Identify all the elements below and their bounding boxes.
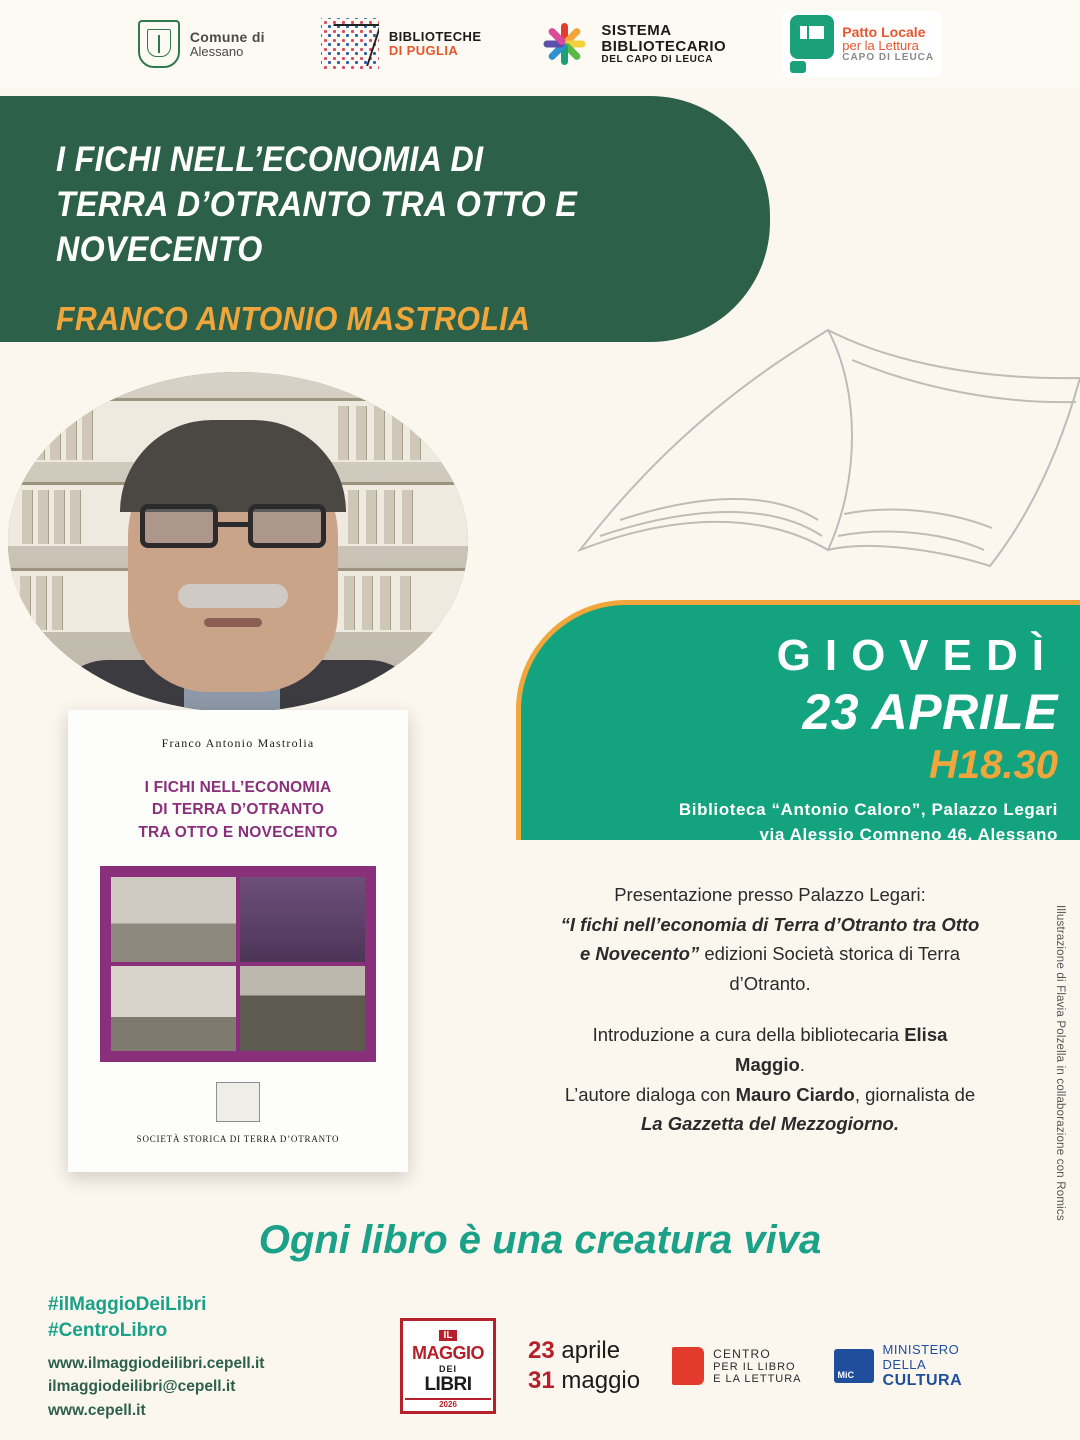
title-panel: [0, 96, 770, 342]
ministero-line1: MINISTERO: [882, 1342, 960, 1357]
biblioteche-label-line2: DI PUGLIA: [388, 43, 459, 58]
maggio-il: IL: [439, 1330, 458, 1341]
cover-title-line3: TRA OTTO E NOVECENTO: [138, 823, 338, 841]
event-date: 23 APRILE: [802, 684, 1058, 740]
cepell-line1: CENTRO: [713, 1347, 771, 1361]
maggio-word2: DEI: [438, 1364, 457, 1374]
presented-book-title: “I fichi nell’economia di Terra d’Otranto tra Otto e Novecento”: [560, 913, 980, 965]
open-book-line-art: [560, 300, 1080, 620]
event-venue-line1: Biblioteca “Antonio Caloro”, Palazzo Legari: [678, 800, 1058, 819]
cover-photo-2: [240, 877, 365, 962]
mouth: [204, 618, 262, 627]
introduction-label: Introduzione a cura della bibliotecaria: [592, 1024, 905, 1046]
presentation-intro: Presentazione presso Palazzo Legari:: [614, 884, 926, 905]
contact-links: [48, 1352, 264, 1422]
illustration-credit: Illustrazione di Flavia Polzella in collaborazione con Romics: [1054, 905, 1066, 1221]
speech-bubble-icon: [790, 61, 806, 73]
event-description: [560, 880, 980, 1139]
open-book-icon: [790, 15, 834, 59]
page-title-line2: TERRA D’OTRANTO TRA OTTO E NOVECENTO: [56, 184, 578, 269]
event-date-panel: [516, 600, 1080, 844]
glasses-icon: [140, 504, 326, 548]
hashtag-centro-libro: #CentroLibro: [48, 1319, 168, 1341]
campaign-dates: [528, 1336, 640, 1396]
cover-title-line1: I FICHI NELL’ECONOMIA: [144, 779, 332, 796]
date-from-day: 23: [528, 1337, 555, 1364]
color-burst-icon: [537, 19, 591, 69]
moderator-name: Mauro Ciardo: [735, 1083, 855, 1105]
campaign-slogan: Ogni libro è una creatura viva: [258, 1218, 822, 1262]
book-cover: [68, 710, 408, 1172]
newspaper-name: La Gazzetta del Mezzogiorno.: [641, 1113, 899, 1135]
logo-patto-locale: [782, 11, 942, 77]
page-title-line1: I FICHI NELL’ECONOMIA DI: [56, 140, 484, 179]
author-name: FRANCO ANTONIO MASTROLIA: [56, 300, 531, 338]
mic-badge-icon: [834, 1349, 874, 1383]
sistema-label-line2: BIBLIOTECARIO: [601, 37, 727, 55]
logo-comune-alessano: [138, 20, 265, 68]
biblioteche-label-line1: BIBLIOTECHE: [388, 29, 482, 45]
crest-icon: [138, 20, 180, 68]
footer-logo-row: [400, 1318, 962, 1414]
halftone-arrow-icon: [321, 18, 379, 70]
presented-book-publisher: edizioni Società storica di Terra d’Otranto.: [699, 943, 961, 994]
cover-title-line2: DI TERRA D’OTRANTO: [151, 801, 325, 819]
link-website-cepell[interactable]: www.cepell.it: [48, 1401, 146, 1419]
publisher-emblem-icon: [216, 1082, 260, 1122]
maggio-word1: MAGGIO: [412, 1343, 484, 1363]
cover-photo-4: [240, 966, 365, 1051]
partner-logo-bar: [0, 0, 1080, 88]
description-paragraph-2: [560, 1020, 980, 1138]
book-mark-icon: [672, 1347, 704, 1385]
date-to-month: maggio: [561, 1367, 641, 1394]
logo-cepell: [672, 1347, 801, 1385]
comune-label-line2: Alessano: [189, 43, 244, 59]
link-email-maggio[interactable]: ilmaggiodeilibri@cepell.it: [48, 1378, 236, 1396]
cover-publisher: SOCIETÀ STORICA DI TERRA D’OTRANTO: [136, 1134, 340, 1145]
cover-photo-3: [111, 966, 236, 1051]
dialogue-label: L’autore dialoga con: [564, 1083, 736, 1105]
journalist-label: , giornalista de: [854, 1083, 976, 1105]
description-paragraph-1: [560, 880, 980, 998]
patto-label-line3: CAPO DI LEUCA: [842, 51, 935, 63]
hashtags: [48, 1292, 206, 1343]
date-to-day: 31: [528, 1367, 555, 1394]
sistema-label-line3: DEL CAPO DI LEUCA: [601, 53, 714, 65]
date-from-month: aprile: [561, 1337, 621, 1364]
patto-label-line1: Patto Locale: [842, 23, 926, 40]
comune-label-line1: Comune di: [189, 28, 265, 45]
cepell-line2: PER IL LIBRO: [713, 1361, 796, 1373]
moustache: [178, 584, 288, 608]
librarian-name: Elisa Maggio: [735, 1024, 948, 1075]
cepell-line3: E LA LETTURA: [713, 1373, 802, 1385]
author-photo: [8, 372, 468, 712]
hashtag-maggio-dei-libri: #ilMaggioDeiLibri: [48, 1294, 207, 1315]
logo-ministero-cultura: [834, 1342, 963, 1390]
patto-label-line2: per la Lettura: [842, 38, 919, 54]
cover-photo-grid: [100, 866, 376, 1062]
sistema-label-line1: SISTEMA: [601, 22, 672, 39]
link-website-maggio[interactable]: www.ilmaggiodeilibri.cepell.it: [48, 1355, 265, 1372]
logo-biblioteche-di-puglia: [321, 18, 482, 70]
ministero-line2: DELLA: [882, 1357, 927, 1372]
ministero-line3: CULTURA: [882, 1372, 963, 1389]
cover-photo-1: [111, 877, 236, 962]
mic-badge-text: MiC: [837, 1370, 855, 1380]
cover-author: Franco Antonio Mastrolia: [161, 736, 315, 750]
logo-maggio-dei-libri: [400, 1318, 496, 1414]
period-1: .: [799, 1053, 805, 1075]
event-time: H18.30: [929, 743, 1058, 787]
logo-sistema-bibliotecario: [537, 19, 726, 69]
maggio-year: 2026: [405, 1398, 491, 1409]
event-weekday: GIOVEDÌ: [776, 631, 1058, 680]
maggio-word3: LIBRI: [424, 1374, 472, 1395]
event-venue-line2: via Alessio Comneno 46, Alessano: [759, 824, 1058, 844]
